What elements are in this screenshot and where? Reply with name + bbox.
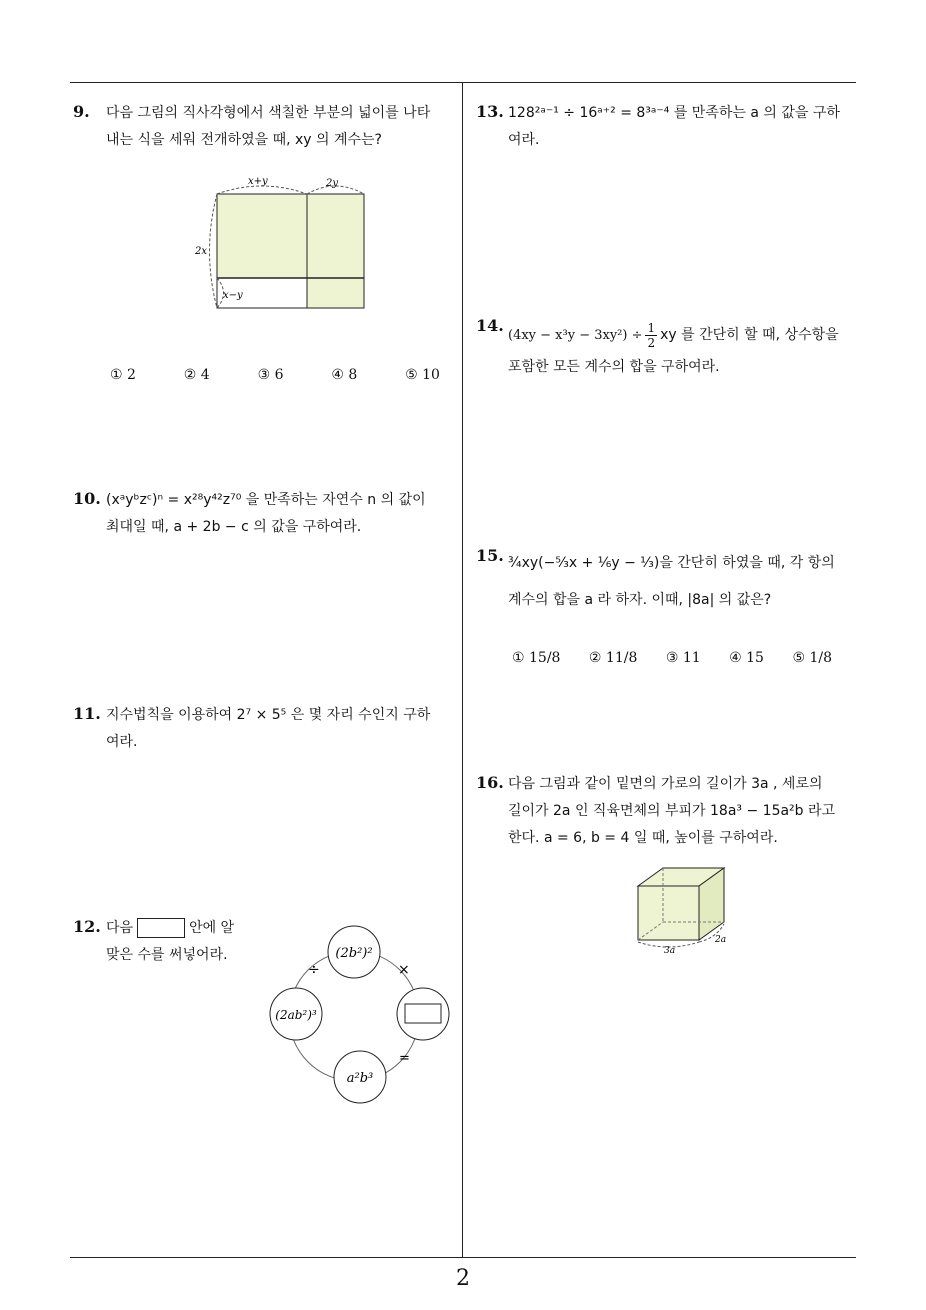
problem-11-text <box>106 702 458 756</box>
label-x-minus-y: x−y <box>223 290 243 301</box>
problem-10-line-1: (xᵃyᵇzᶜ)ⁿ = x²⁸y⁴²z⁷⁰ 을 만족하는 자연수 n 의 값이 <box>106 492 426 508</box>
option-4[interactable]: ④ 8 <box>331 367 358 383</box>
problem-13-line-2: 여라. <box>508 132 540 148</box>
cuboid-front-face <box>638 886 699 940</box>
problem-9-line-1: 다음 그림의 직사각형에서 색칠한 부분의 넓이를 나타 <box>106 105 431 121</box>
problem-12-cycle-figure <box>268 920 468 1110</box>
problem-12-line-2: 맞은 수를 써넣어라. <box>106 947 228 963</box>
node-bottom-expression: a²b³ <box>346 1071 374 1086</box>
problem-13-text <box>508 100 858 154</box>
operator-equals: = <box>399 1051 410 1066</box>
option-3[interactable]: ③ 11 <box>665 650 701 666</box>
problem-15-line-1: ¾xy(−⁵⁄₃x + ¹⁄₆y − ¹⁄₃)을 간단히 하였을 때, 각 항의 <box>508 555 835 571</box>
option-5[interactable]: ⑤ 1/8 <box>792 650 832 666</box>
label-2y: 2y <box>326 178 339 189</box>
problem-14-number: 14. <box>476 316 504 335</box>
problem-9-line-2: 내는 식을 세워 전개하였을 때, xy 의 계수는? <box>106 132 382 148</box>
problem-14-fraction <box>645 321 657 350</box>
option-4[interactable]: ④ 15 <box>729 650 764 666</box>
node-top-expression: (2b²)² <box>335 946 373 961</box>
problem-9-rectangle-figure <box>190 172 380 317</box>
problem-13-number: 13. <box>476 102 504 121</box>
option-3[interactable]: ③ 6 <box>257 367 284 383</box>
problem-14-frac-num: 1 <box>647 320 656 335</box>
label-2x: 2x <box>195 246 208 257</box>
problem-12-number: 12. <box>73 917 101 936</box>
option-2[interactable]: ② 4 <box>183 367 210 383</box>
problem-15-text <box>508 550 860 614</box>
problem-14-expr-pre: (4xy − x³y − 3xy²) ÷ <box>508 327 643 343</box>
problem-12-line-1a: 다음 <box>106 920 134 936</box>
brace-top-left <box>217 186 307 194</box>
problem-16-text <box>508 771 860 852</box>
problem-11-line-1: 지수법칙을 이용하여 2⁷ × 5⁵ 은 몇 자리 수인지 구하 <box>106 707 431 723</box>
answer-box[interactable] <box>405 1004 441 1023</box>
problem-11-line-2: 여라. <box>106 734 138 750</box>
option-1[interactable]: ① 15/8 <box>512 650 561 666</box>
problem-14-expr-post: xy 를 간단히 할 때, 상수항을 <box>660 326 839 343</box>
problem-9-text <box>106 100 458 154</box>
page-number: 2 <box>456 1266 470 1291</box>
option-5[interactable]: ⑤ 10 <box>405 367 440 383</box>
problem-14-line-1 <box>508 318 858 352</box>
problem-13-line-1: 128²ᵃ⁻¹ ÷ 16ᵃ⁺² = 8³ᵃ⁻⁴ 를 만족하는 a 의 값을 구하 <box>508 105 840 121</box>
problem-14-frac-den: 2 <box>647 335 656 350</box>
problem-16-line-2: 길이가 2a 인 직육면체의 부피가 18a³ − 15a²b 라고 <box>508 803 836 819</box>
problem-16-cuboid-figure <box>630 862 760 957</box>
problem-12-line-1 <box>106 915 276 942</box>
label-3a: 3a <box>664 946 676 956</box>
option-1[interactable]: ① 2 <box>110 367 136 383</box>
problem-16-number: 16. <box>476 773 504 792</box>
problem-16-line-1: 다음 그림과 같이 밑면의 가로의 길이가 3a , 세로의 <box>508 776 823 792</box>
label-x-plus-y: x+y <box>248 176 268 187</box>
problem-9-number: 9. <box>73 102 90 121</box>
top-rule <box>70 82 856 83</box>
shaded-region-top <box>217 194 364 278</box>
brace-left <box>210 194 218 308</box>
option-2[interactable]: ② 11/8 <box>588 650 638 666</box>
problem-10-line-2: 최대일 때, a + 2b − c 의 값을 구하여라. <box>106 519 362 535</box>
problem-9-options <box>110 367 440 383</box>
label-2a: 2a <box>715 935 727 945</box>
bottom-rule <box>70 1257 856 1258</box>
problem-10-text <box>106 487 458 541</box>
problem-15-number: 15. <box>476 546 504 565</box>
problem-14-text <box>508 318 858 381</box>
operator-multiply: × <box>398 962 410 978</box>
node-left-expression: (2ab²)³ <box>275 1008 317 1022</box>
problem-11-number: 11. <box>73 704 101 723</box>
operator-divide: ÷ <box>308 962 320 978</box>
problem-14-line-2: 포함한 모든 계수의 합을 구하여라. <box>508 359 720 375</box>
problem-15-options <box>512 650 832 666</box>
problem-15-line-2: 계수의 합을 a 라 하자. 이때, |8a| 의 값은? <box>508 592 772 608</box>
problem-16-line-3: 한다. a = 6, b = 4 일 때, 높이를 구하여라. <box>508 830 778 846</box>
shaded-region-bottom-right <box>307 278 364 308</box>
problem-12-line-1b: 안에 알 <box>189 920 235 936</box>
answer-box-inline <box>137 918 185 938</box>
problem-12-text <box>106 915 276 969</box>
problem-10-number: 10. <box>73 489 101 508</box>
